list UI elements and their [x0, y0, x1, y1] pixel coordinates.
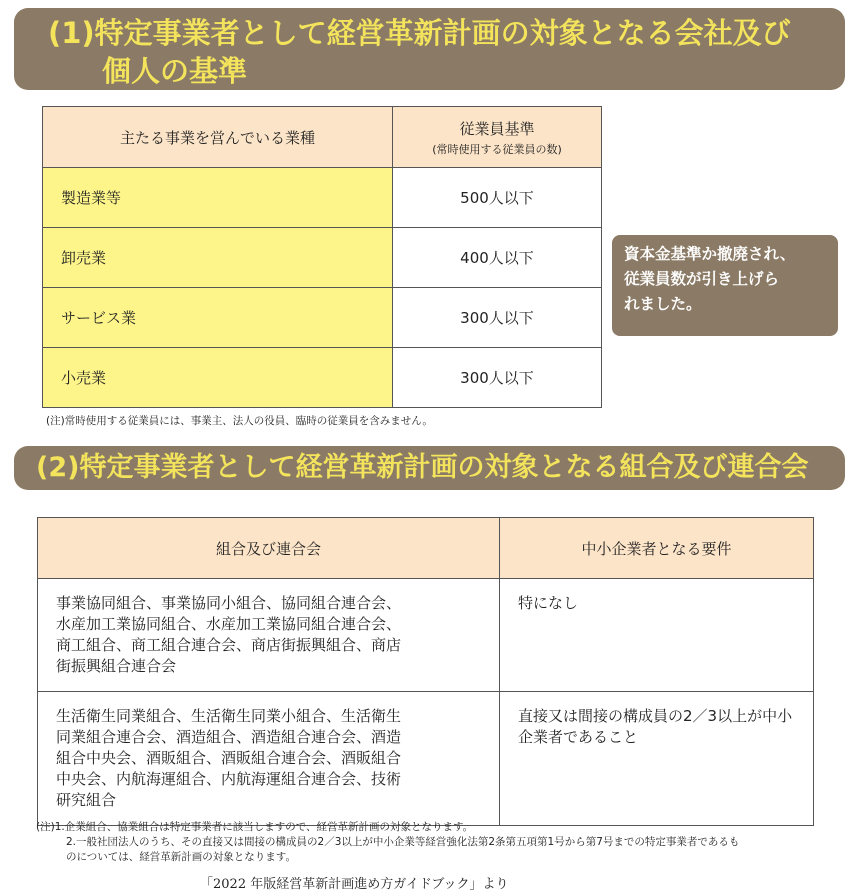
source-citation: 「2022 年版経営革新計画進め方ガイドブック」より [200, 877, 509, 892]
callout-box [612, 235, 838, 336]
org-line: 商工組合、商工組合連合会、商店街振興組合、商店 [56, 636, 402, 654]
callout-line1: 資本金基準か撤廃され、 [624, 245, 796, 263]
table-row [38, 579, 814, 692]
req-cell [500, 579, 814, 692]
section1-title-banner [14, 8, 845, 90]
org-cell [38, 692, 500, 826]
industry-cell: 製造業等 [43, 168, 393, 228]
req-cell [500, 692, 814, 826]
callout-line2: 従業員数が引き上げら [624, 270, 780, 288]
org-line: 事業協同組合、事業協同小組合、協同組合連合会、 [56, 594, 402, 612]
table-row [43, 288, 602, 348]
org-line: 研究組合 [56, 791, 117, 809]
header-industry: 主たる事業を営んでいる業種 [43, 107, 393, 168]
employee-cell: 400人以下 [393, 228, 602, 288]
section1-title-line1: (1)特定事業者として経営革新計画の対象となる会社及び [48, 16, 791, 50]
header-employee-sub: (常時使用する従業員の数) [432, 142, 562, 156]
header-employee-label: 従業員基準 [459, 119, 535, 138]
header-org: 組合及び連合会 [38, 518, 500, 579]
employee-criteria-table [42, 106, 602, 408]
industry-cell: サービス業 [43, 288, 393, 348]
header-employee [393, 107, 602, 168]
section1-title-line2: 個人の基準 [102, 54, 248, 88]
employee-cell: 300人以下 [393, 288, 602, 348]
org-line: 同業組合連合会、酒造組合、酒造組合連合会、酒造 [56, 728, 402, 746]
org-cell [38, 579, 500, 692]
req-line: 企業者であること [518, 728, 639, 746]
org-line: 水産加工業協同組合、水産加工業協同組合連合会、 [56, 615, 402, 633]
table-row [43, 168, 602, 228]
table-header-row [43, 107, 602, 168]
union-criteria-table [37, 517, 814, 826]
org-line: 中央会、内航海運組合、内航海運組合連合会、技術 [56, 770, 402, 788]
table2-notes [36, 820, 806, 865]
req-line: 特になし [518, 594, 579, 612]
note-line3: のについては、経営革新計画の対象となります。 [66, 851, 296, 863]
header-req: 中小企業者となる要件 [500, 518, 814, 579]
section2-title-banner [14, 446, 845, 490]
table-row [43, 348, 602, 408]
table-header-row [38, 518, 814, 579]
org-line: 組合中央会、酒販組合、酒販組合連合会、酒販組合 [56, 749, 402, 767]
section2-title: (2)特定事業者として経営革新計画の対象となる組合及び連合会 [36, 452, 809, 483]
table1-note: (注)常時使用する従業員には、事業主、法人の役員、臨時の従業員を含みません。 [46, 415, 433, 427]
org-line: 街振興組合連合会 [56, 657, 177, 675]
industry-cell: 小売業 [43, 348, 393, 408]
org-line: 生活衛生同業組合、生活衛生同業小組合、生活衛生 [56, 707, 402, 725]
table-row [43, 228, 602, 288]
note-line1: (注)1.企業組合、協業組合は特定事業者に該当しますので、経営革新計画の対象となります。 [36, 821, 474, 833]
employee-cell: 300人以下 [393, 348, 602, 408]
employee-cell: 500人以下 [393, 168, 602, 228]
note-line2: 2.一般社団法人のうち、その直接又は間接の構成員の2／3以上が中小企業等経営強化法第2条第五項第1号から第7号までの特定事業者であるも [66, 836, 740, 848]
callout-line3: れました。 [624, 295, 702, 313]
table-row [38, 692, 814, 826]
req-line: 直接又は間接の構成員の2／3以上が中小 [518, 707, 793, 725]
industry-cell: 卸売業 [43, 228, 393, 288]
